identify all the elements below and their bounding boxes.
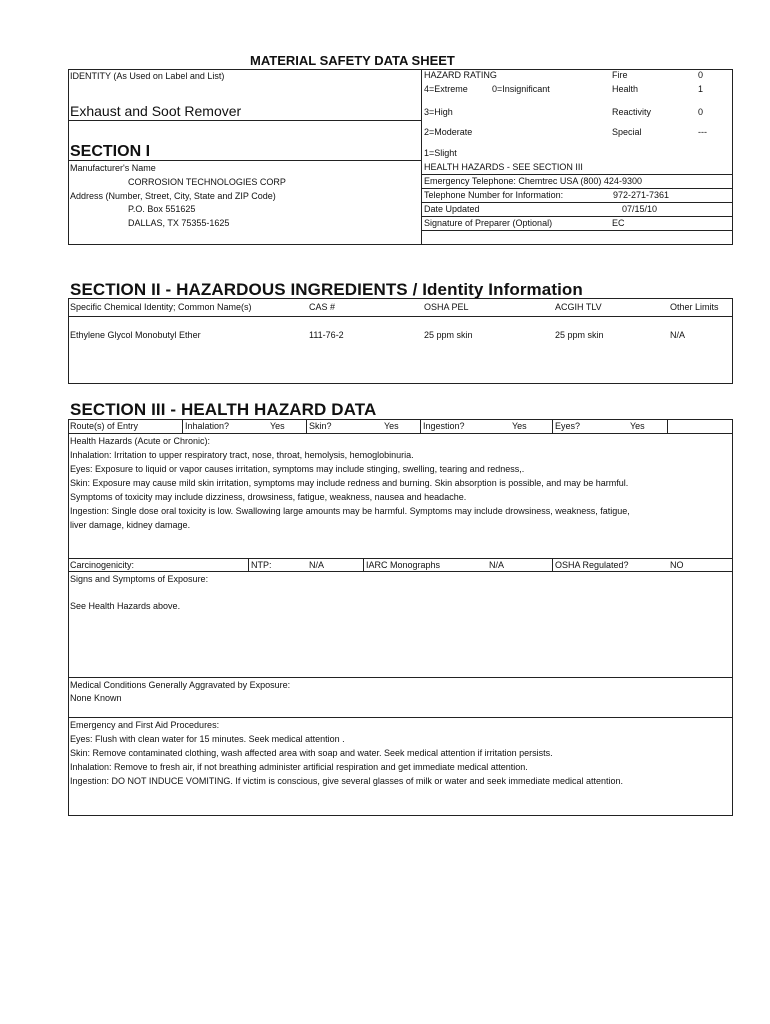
rating-insignificant: 0=Insignificant — [492, 84, 550, 94]
special-value: --- — [698, 127, 707, 137]
health-value: 1 — [698, 84, 704, 94]
inhalation-label: Inhalation? — [185, 421, 230, 431]
routes-divider-4 — [552, 419, 553, 433]
ingredients-header-cas: CAS # — [309, 302, 336, 312]
ingredient-osha-pel: 25 ppm skin — [424, 330, 473, 340]
first-aid-line: Skin: Remove contaminated clothing, wash affected area with soap and water. Seek medical attention if irritation persists. — [70, 748, 553, 758]
reactivity-label: Reactivity — [612, 107, 652, 117]
address-label: Address (Number, Street, City, State and ZIP Code) — [70, 191, 276, 201]
health-hazard-line: Skin: Exposure may cause mild skin irritation, symptoms may include redness and burning. Skin absorption is possible, and may be harmful. — [70, 478, 629, 488]
first-aid-line: Eyes: Flush with clean water for 15 minutes. Seek medical attention . — [70, 734, 345, 744]
ingredient-name: Ethylene Glycol Monobutyl Ether — [70, 330, 201, 340]
rating-moderate: 2=Moderate — [424, 127, 473, 137]
manufacturer-label: Manufacturer's Name — [70, 163, 156, 173]
address-line-1: P.O. Box 551625 — [128, 204, 196, 214]
ingredient-cas: 111-76-2 — [309, 330, 344, 340]
info-phone: 972-271-7361 — [613, 190, 670, 200]
address-line-2: DALLAS, TX 75355-1625 — [128, 218, 230, 228]
identity-bottom-line — [68, 120, 421, 121]
hazard-rating-label: HAZARD RATING — [424, 70, 497, 80]
ingredients-header-line — [68, 316, 733, 317]
ingredients-header-identity: Specific Chemical Identity; Common Name(s) — [70, 302, 252, 312]
health-hazard-line: Inhalation: Irritation to upper respiratory tract, nose, throat, hemolysis, hemoglobinuria. — [70, 450, 414, 460]
first-aid-line: Ingestion: DO NOT INDUCE VOMITING. If victim is conscious, give several glasses of milk or water and seek immediate medical attention. — [70, 776, 624, 786]
date-updated-label: Date Updated — [424, 204, 480, 214]
ingestion-label: Ingestion? — [423, 421, 465, 431]
rating-extreme: 4=Extreme — [424, 84, 468, 94]
health-hazard-line: Eyes: Exposure to liquid or vapor causes irritation, symptoms may include stinging, swelling, tearing and redness,. — [70, 464, 525, 474]
ntp-label: NTP: — [251, 560, 272, 570]
carcinogenicity-bottom-line — [68, 571, 733, 572]
document-title: MATERIAL SAFETY DATA SHEET — [250, 53, 455, 68]
routes-divider-5 — [667, 419, 668, 433]
health-hazard-line: Ingestion: Single dose oral toxicity is low. Swallowing large amounts may be harmful. Symptoms may include drowsiness, weakness, fatigue, — [70, 506, 630, 516]
first-aid-label: Emergency and First Aid Procedures: — [70, 720, 220, 730]
signs-text: See Health Hazards above. — [70, 601, 181, 611]
carc-divider-3 — [552, 558, 553, 571]
signature-value: EC — [612, 218, 625, 228]
health-hazard-line: Symptoms of toxicity may include dizziness, drowsiness, fatigue, weakness, nausea and headache. — [70, 492, 467, 502]
skin-value: Yes — [384, 421, 399, 431]
reactivity-value: 0 — [698, 107, 704, 117]
signs-label: Signs and Symptoms of Exposure: — [70, 574, 209, 584]
routes-label: Route(s) of Entry — [70, 421, 139, 431]
routes-divider-3 — [420, 419, 421, 433]
routes-divider-1 — [182, 419, 183, 433]
first-aid-top-line — [68, 717, 733, 718]
hazard-line-5 — [421, 230, 733, 231]
info-phone-label: Telephone Number for Information: — [424, 190, 564, 200]
identity-label: IDENTITY (As Used on Label and List) — [70, 71, 225, 81]
ingestion-value: Yes — [512, 421, 527, 431]
ingredients-header-acgih: ACGIH TLV — [555, 302, 602, 312]
carcinogenicity-label: Carcinogenicity: — [70, 560, 135, 570]
eyes-label: Eyes? — [555, 421, 581, 431]
skin-label: Skin? — [309, 421, 332, 431]
date-updated: 07/15/10 — [622, 204, 658, 214]
fire-label: Fire — [612, 70, 628, 80]
hazard-line-1 — [421, 174, 733, 175]
iarc-label: IARC Monographs — [366, 560, 441, 570]
first-aid-line: Inhalation: Remove to fresh air, if not breathing administer artificial respiration and get immediate medical attention. — [70, 762, 528, 772]
hazard-line-3 — [421, 202, 733, 203]
osha-regulated-value: NO — [670, 560, 684, 570]
manufacturer-name: CORROSION TECHNOLOGIES CORP — [128, 177, 286, 187]
health-label: Health — [612, 84, 639, 94]
header-divider — [421, 69, 422, 245]
osha-regulated-label: OSHA Regulated? — [555, 560, 629, 570]
carcinogenicity-top-line — [68, 558, 733, 559]
ingredient-other-limits: N/A — [670, 330, 686, 340]
ingredient-acgih-tlv: 25 ppm skin — [555, 330, 604, 340]
signature-label: Signature of Preparer (Optional) — [424, 218, 553, 228]
rating-slight: 1=Slight — [424, 148, 457, 158]
fire-value: 0 — [698, 70, 704, 80]
medical-conditions-text: None Known — [70, 693, 122, 703]
health-hazard-line: liver damage, kidney damage. — [70, 520, 191, 530]
iarc-value: N/A — [489, 560, 505, 570]
medical-top-line — [68, 677, 733, 678]
inhalation-value: Yes — [270, 421, 285, 431]
product-name: Exhaust and Soot Remover — [70, 103, 242, 119]
ingredients-header-other: Other Limits — [670, 302, 719, 312]
carc-divider-1 — [248, 558, 249, 571]
hazard-line-4 — [421, 216, 733, 217]
ntp-value: N/A — [309, 560, 325, 570]
section1-title: SECTION I — [70, 143, 151, 160]
health-hazards-note: HEALTH HAZARDS - SEE SECTION III — [424, 162, 583, 172]
medical-conditions-label: Medical Conditions Generally Aggravated by Exposure: — [70, 680, 291, 690]
hazard-line-2 — [421, 188, 733, 189]
health-hazards-label: Health Hazards (Acute or Chronic): — [70, 436, 211, 446]
rating-high: 3=High — [424, 107, 453, 117]
routes-row-line — [68, 433, 733, 434]
eyes-value: Yes — [630, 421, 645, 431]
ingredients-header-osha: OSHA PEL — [424, 302, 469, 312]
special-label: Special — [612, 127, 642, 137]
carc-divider-2 — [363, 558, 364, 571]
section3-title: SECTION III - HEALTH HAZARD DATA — [70, 400, 377, 419]
routes-divider-2 — [306, 419, 307, 433]
emergency-phone: Emergency Telephone: Chemtrec USA (800) 424-9300 — [424, 176, 642, 186]
section2-title: SECTION II - HAZARDOUS INGREDIENTS / Identity Information — [70, 280, 583, 299]
